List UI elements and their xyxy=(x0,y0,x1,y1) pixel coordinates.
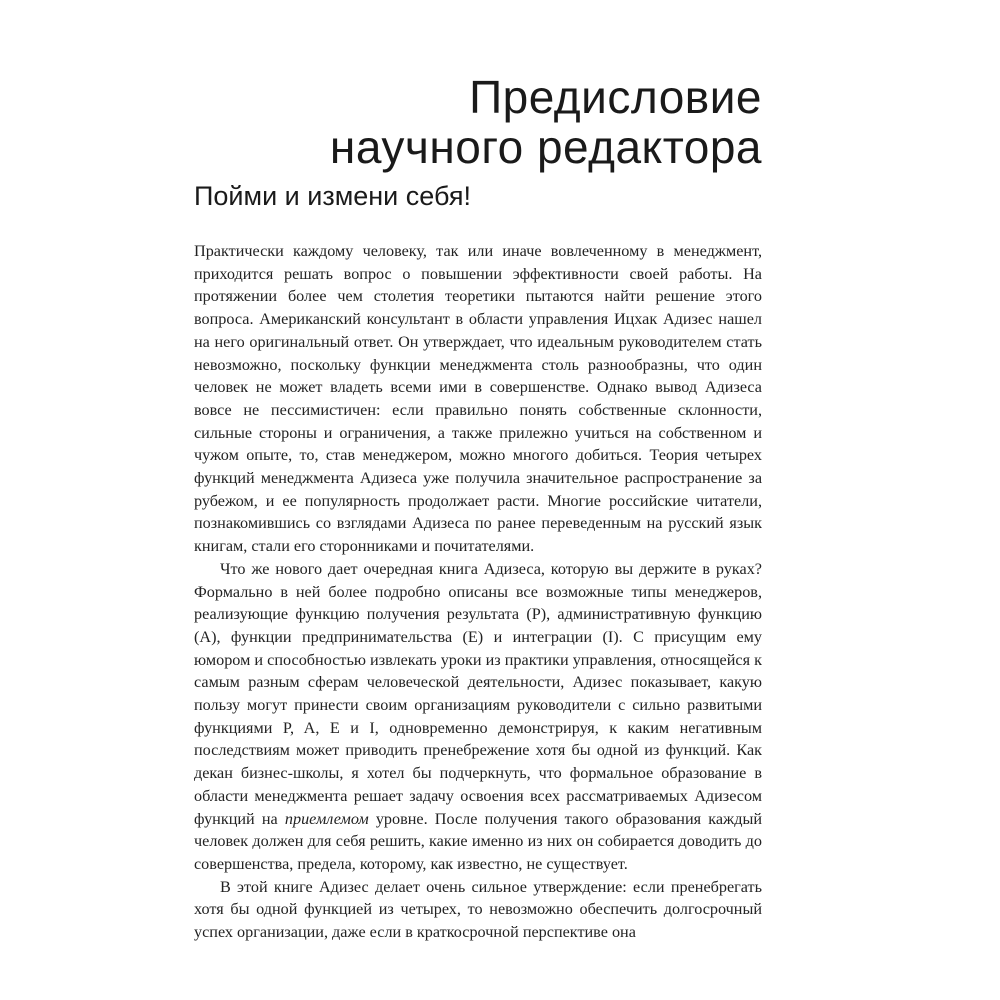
body-text xyxy=(194,240,762,944)
paragraph-2 xyxy=(194,558,762,876)
paragraph-2-emphasis: приемлемом xyxy=(284,809,369,828)
chapter-title-line-2: научного редактора xyxy=(329,121,762,173)
paragraph-2-part-1: Что же нового дает очередная книга Адизеса, которую вы держите в руках? Формально в ней более подробно описаны все возможные типы менеджеров, реализующие функцию получения результата (P), административную функцию (A), функции предпринимательства (E) и интеграции (I). С присущим ему юмором и способностью извлекать уроки из практики управления, относящейся к самым разным сферам человеческой деятельности, Адизес показывает, какую пользу могут принести своим организациям руководители с сильно развитыми функциями P, A, E и I, одновременно демонстрируя, к каким негативным последствиям может приводить пренебрежение хотя бы одной из функций. Как декан бизнес-школы, я хотел бы подчеркнуть, что формальное образование в области менеджмента решает задачу освоения всех рассматриваемых Адизесом функций на xyxy=(194,559,762,828)
chapter-title-line-1: Предисловие xyxy=(469,71,762,123)
section-subtitle: Пойми и измени себя! xyxy=(194,181,471,211)
paragraph-1: Практически каждому человеку, так или иначе вовлеченному в менеджмент, приходится решать вопрос о повышении эффективности своей работы. На протяжении более чем столетия теоретики пытаются найти решение этого вопроса. Американский консультант в области управления Ицхак Адизес нашел на него оригинальный ответ. Он утверждает, что идеальным руководителем стать невозможно, поскольку функции менеджмента столь разнообразны, что один человек не может владеть всеми ими в совершенстве. Однако вывод Адизеса вовсе не пессимистичен: если правильно понять собственные склонности, сильные стороны и ограничения, а также прилежно учиться на собственном и чужом опыте, то, став менеджером, можно многого добиться. Теория четырех функций менеджмента Адизеса уже получила значительное распространение за рубежом, и ее популярность продолжает расти. Многие российские читатели, познакомившись со взглядами Адизеса по ранее переведенным на русский язык книгам, стали его сторонниками и почитателями. xyxy=(194,242,762,556)
chapter-title xyxy=(330,72,762,172)
paragraph-2-part-2: уровне. После получения такого образования каждый человек должен для себя решить, какие именно из них он собирается доводить до совершенства, предела, которому, как известно, не существует. xyxy=(194,809,762,873)
paragraph-3: В этой книге Адизес делает очень сильное утверждение: если пренебрегать хотя бы одной функцией из четырех, то невозможно обеспечить долгосрочный успех организации, даже если в краткосрочной перспективе она xyxy=(194,877,762,942)
